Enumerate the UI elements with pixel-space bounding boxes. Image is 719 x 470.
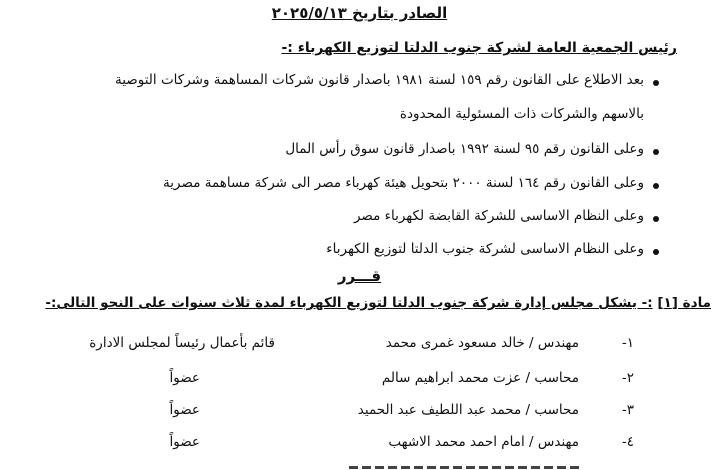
- preamble-item: وعلى القانون رقم ١٦٤ لسنة ٢٠٠٠ بتحويل هيئة كهرباء مصر الى شركة مساهمة مصرية: [163, 175, 644, 191]
- addressee-line: رئيس الجمعية العامة لشركة جنوب الدلتا لتوزيع الكهرباء :-: [281, 40, 677, 56]
- preamble-item-continuation: بالاسهم والشركات ذات المسئولية المحدودة: [399, 106, 644, 122]
- cropped-line: [349, 462, 579, 470]
- member-name: مهندس / امام احمد محمد الاشهب: [388, 434, 579, 450]
- member-number: ٤-: [621, 434, 634, 450]
- member-role: عضواً: [169, 370, 200, 386]
- bullet-dot: [653, 216, 659, 222]
- article-label: مادة [١]: [657, 295, 711, 311]
- bullet-dot: [653, 249, 659, 255]
- member-role: قائم بأعمال رئيساً لمجلس الادارة: [89, 335, 275, 351]
- article-text: :- يشكل مجلس إدارة شركة جنوب الدلتا لتوزيع الكهرباء لمدة ثلاث سنوات على النحو التالى:-: [45, 295, 653, 311]
- bullet-dot: [653, 183, 659, 189]
- member-role: عضواً: [169, 434, 200, 450]
- preamble-item: بعد الاطلاع على القانون رقم ١٥٩ لسنة ١٩٨١ باصدار قانون شركات المساهمة وشركات التوصية: [114, 72, 644, 88]
- preamble-item: وعلى النظام الاساسى للشركة القابضة لكهرباء مصر: [353, 208, 644, 224]
- member-number: ٢-: [621, 370, 634, 386]
- member-name: محاسب / محمد عبد اللطيف عبد الحميد: [357, 402, 579, 418]
- member-number: ٣-: [621, 402, 634, 418]
- preamble-item: وعلى القانون رقم ٩٥ لسنة ١٩٩٢ باصدار قانون سوق رأس المال: [285, 141, 644, 157]
- bullet-dot: [653, 149, 659, 155]
- bullet-dot: [653, 80, 659, 86]
- member-role: عضواً: [169, 402, 200, 418]
- article-one: [45, 295, 711, 311]
- member-name: محاسب / عزت محمد ابراهيم سالم: [381, 370, 579, 386]
- preamble-item: وعلى النظام الاساسى لشركة جنوب الدلتا لتوزيع الكهرباء: [326, 241, 644, 257]
- issue-date-heading: الصادر بتاريخ ٢٠٢٥/٥/١٣: [271, 4, 448, 22]
- decision-heading: قـــرر: [337, 267, 382, 285]
- member-name: مهندس / خالد مسعود غمرى محمد: [385, 335, 579, 351]
- member-number: ١-: [621, 335, 634, 351]
